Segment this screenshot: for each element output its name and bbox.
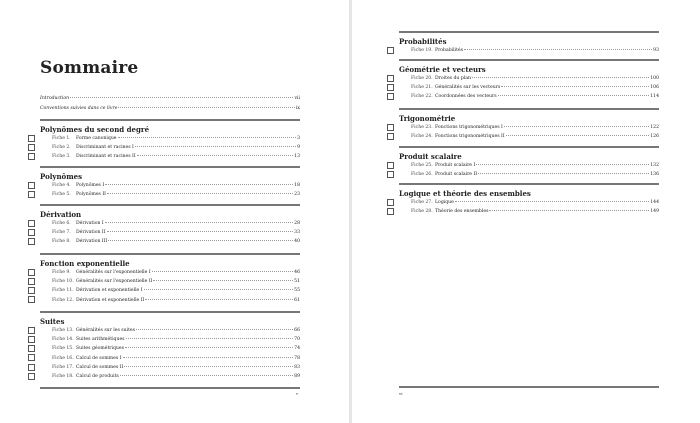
leader-dots: [137, 155, 293, 156]
toc-entry[interactable]: [40, 152, 300, 161]
checkbox[interactable]: [28, 354, 35, 361]
entry-page: 9: [297, 144, 300, 150]
checkbox[interactable]: [28, 345, 35, 352]
toc-section: [40, 204, 300, 246]
entry-page: 136: [650, 171, 659, 177]
checkbox[interactable]: [387, 84, 394, 91]
entry-page: 51: [294, 278, 300, 284]
toc-section: [399, 146, 659, 179]
entry-page: 126: [650, 133, 659, 139]
toc-entry[interactable]: [399, 132, 659, 141]
entry-page: 114: [650, 94, 659, 100]
fiche-number: Fiche 20.: [411, 75, 433, 81]
checkbox[interactable]: [387, 199, 394, 206]
checkbox[interactable]: [387, 162, 394, 169]
fiche-number: Fiche 26.: [411, 171, 433, 177]
toc-entry[interactable]: [399, 74, 659, 83]
leader-dots: [123, 357, 294, 358]
section-title: Trigonométrie: [399, 113, 456, 123]
entry-label: Logique: [435, 199, 454, 205]
entry-label: Théorie des ensembles: [435, 208, 489, 214]
section-rule: [399, 108, 659, 110]
leader-dots: [108, 240, 293, 241]
entry-page: 100: [650, 75, 659, 81]
toc-entry[interactable]: [40, 286, 300, 295]
section-rule: [399, 31, 659, 33]
toc-entry[interactable]: [399, 92, 659, 101]
entry-label: Calcul de produits: [76, 374, 119, 380]
fiche-number: Fiche 18.: [52, 374, 74, 380]
leader-dots: [105, 222, 293, 223]
checkbox[interactable]: [387, 47, 394, 54]
entry-page: 132: [650, 162, 659, 168]
checkbox[interactable]: [28, 373, 35, 380]
entry-page: 23: [294, 191, 300, 197]
toc-section: [40, 166, 300, 199]
page-title: Sommaire: [40, 58, 139, 78]
entry-page: 55: [294, 288, 300, 294]
section-rule: [40, 311, 300, 313]
entry-label: Produit scalaire I: [435, 162, 476, 168]
checkbox[interactable]: [28, 287, 35, 294]
fiche-number: Fiche 17.: [52, 364, 74, 370]
checkbox[interactable]: [28, 238, 35, 245]
leader-dots: [153, 280, 293, 281]
fiche-number: Fiche 1.: [52, 135, 71, 141]
toc-entry[interactable]: [40, 353, 300, 362]
toc-section: [399, 59, 659, 101]
entry-label: Polynômes II: [76, 191, 106, 197]
leader-dots: [145, 299, 293, 300]
toc-entry[interactable]: [40, 335, 300, 344]
leader-dots: [135, 146, 296, 147]
checkbox[interactable]: [28, 278, 35, 285]
fiche-number: Fiche 6.: [52, 220, 71, 226]
entry-page: 13: [294, 154, 300, 160]
entry-page: 46: [294, 269, 300, 275]
leader-dots: [455, 201, 649, 202]
leader-dots: [504, 126, 649, 127]
entry-page: ix: [295, 106, 300, 111]
entry-page: vii: [294, 96, 300, 101]
entry-label: Dérivation II: [76, 229, 106, 235]
checkbox[interactable]: [28, 296, 35, 303]
fiche-number: Fiche 4.: [52, 182, 71, 188]
section-title: Géométrie et vecteurs: [399, 64, 486, 74]
entry-label: Probabilités: [435, 47, 464, 53]
entry-label: Forme canonique: [76, 135, 117, 141]
fiche-number: Fiche 2.: [52, 144, 71, 150]
entry-label: Calcul de sommes II: [76, 364, 124, 370]
entry-page: 93: [653, 47, 659, 53]
fiche-number: Fiche 12.: [52, 297, 74, 303]
leader-dots: [105, 184, 293, 185]
checkbox[interactable]: [28, 144, 35, 151]
entry-label: Généralités sur les suites: [76, 327, 136, 333]
leader-dots: [136, 329, 293, 330]
fiche-number: Fiche 9.: [52, 269, 71, 275]
fiche-number: Fiche 23.: [411, 124, 433, 130]
checkbox[interactable]: [28, 336, 35, 343]
section-rule: [40, 119, 300, 121]
toc-entry[interactable]: [40, 228, 300, 237]
toc-section: [40, 119, 300, 161]
entry-label: Dérivation et exponentielle I: [76, 288, 143, 294]
section-rule: [399, 183, 659, 185]
checkbox[interactable]: [28, 364, 35, 371]
section-rule: [399, 59, 659, 61]
section-rule: [399, 146, 659, 148]
entry-label: Suites arithmétiques: [76, 336, 125, 342]
toc-entry[interactable]: [40, 326, 300, 335]
fiche-number: Fiche 3.: [52, 154, 71, 160]
checkbox[interactable]: [28, 153, 35, 160]
checkbox[interactable]: [387, 124, 394, 131]
entry-label: Discriminant et racines II: [76, 154, 136, 160]
entry-page: 78: [294, 355, 300, 361]
entry-page: 61: [294, 297, 300, 303]
entry-page: 28: [294, 220, 300, 226]
checkbox[interactable]: [28, 182, 35, 189]
entry-page: 70: [294, 336, 300, 342]
leader-dots: [501, 86, 649, 87]
entry-page: 3: [297, 135, 300, 141]
leader-dots: [506, 135, 650, 136]
section-title: Polynômes: [40, 171, 83, 181]
toc-section: [40, 311, 300, 381]
page-number: v: [296, 391, 299, 396]
leader-dots: [152, 271, 293, 272]
footer-rule: [40, 387, 300, 389]
toc-entry[interactable]: [40, 219, 300, 228]
section-rule: [40, 166, 300, 168]
checkbox[interactable]: [387, 171, 394, 178]
leader-dots: [489, 210, 649, 211]
toc-entry[interactable]: [40, 344, 300, 353]
entry-label: Fonctions trigonométriques I: [435, 124, 503, 130]
toc-entry[interactable]: [399, 123, 659, 132]
entry-label: Dérivation I: [76, 220, 104, 226]
entry-page: 74: [294, 346, 300, 352]
entry-page: 106: [650, 84, 659, 90]
fiche-number: Fiche 28.: [411, 208, 433, 214]
toc-entry[interactable]: [40, 295, 300, 304]
entry-page: 33: [294, 229, 300, 235]
page-number: vi: [399, 391, 403, 396]
fiche-number: Fiche 13.: [52, 327, 74, 333]
leader-dots: [125, 347, 293, 348]
entry-label: Suites géométriques: [76, 346, 124, 352]
toc-intro-entry[interactable]: [40, 106, 300, 111]
toc-entry[interactable]: [399, 46, 659, 55]
entry-label: Produit scalaire II: [435, 171, 478, 177]
fiche-number: Fiche 25.: [411, 162, 433, 168]
fiche-number: Fiche 24.: [411, 133, 433, 139]
checkbox[interactable]: [387, 93, 394, 100]
entry-label: Dérivation III: [76, 239, 108, 245]
section-rule: [40, 253, 300, 255]
entry-label: Généralités sur l'exponentielle II: [76, 278, 153, 284]
section-title: Produit scalaire: [399, 151, 462, 161]
toc-entry[interactable]: [40, 181, 300, 190]
leader-dots: [498, 95, 650, 96]
fiche-number: Fiche 15.: [52, 346, 74, 352]
toc-entry[interactable]: [399, 161, 659, 170]
entry-page: 66: [294, 327, 300, 333]
toc-entry[interactable]: [40, 268, 300, 277]
checkbox[interactable]: [28, 191, 35, 198]
leader-dots: [120, 375, 293, 376]
toc-entry[interactable]: [40, 237, 300, 246]
toc-section: [399, 108, 659, 141]
toc-entry[interactable]: [40, 190, 300, 199]
toc-entry[interactable]: [399, 170, 659, 179]
toc-section: [399, 31, 659, 55]
fiche-number: Fiche 19.: [411, 47, 433, 53]
toc-entry[interactable]: [40, 372, 300, 381]
leader-dots: [118, 137, 297, 138]
leader-dots: [107, 193, 293, 194]
leader-dots: [472, 77, 649, 78]
toc-entry[interactable]: [40, 363, 300, 372]
toc-section: [399, 183, 659, 216]
entry-page: 144: [650, 199, 659, 205]
leader-dots: [124, 366, 293, 367]
entry-label: Discriminant et racines I: [76, 144, 134, 150]
leader-dots: [70, 97, 293, 98]
fiche-number: Fiche 21.: [411, 84, 433, 90]
right-page: [352, 0, 700, 423]
checkbox[interactable]: [28, 269, 35, 276]
leader-dots: [126, 338, 294, 339]
entry-label: Droites du plan: [435, 75, 471, 81]
leader-dots: [107, 231, 294, 232]
fiche-number: Fiche 5.: [52, 191, 71, 197]
checkbox[interactable]: [387, 208, 394, 215]
checkbox[interactable]: [28, 327, 35, 334]
entry-page: 40: [294, 239, 300, 245]
footer-rule: [399, 386, 659, 388]
section-title: Fonction exponentielle: [40, 258, 130, 268]
checkbox[interactable]: [28, 135, 35, 142]
leader-dots: [144, 289, 294, 290]
leader-dots: [464, 49, 652, 50]
fiche-number: Fiche 16.: [52, 355, 74, 361]
entry-label: Dérivation et exponentielle II: [76, 297, 145, 303]
section-title: Suites: [40, 316, 65, 326]
section-rule: [40, 204, 300, 206]
fiche-number: Fiche 27.: [411, 199, 433, 205]
checkbox[interactable]: [28, 229, 35, 236]
section-title: Polynômes du second degré: [40, 124, 150, 134]
fiche-number: Fiche 22.: [411, 94, 433, 100]
section-title: Probabilités: [399, 36, 447, 46]
entry-label: Introduction: [40, 96, 70, 101]
toc-section: [40, 253, 300, 305]
entry-page: 18: [294, 182, 300, 188]
checkbox[interactable]: [387, 133, 394, 140]
toc-entry[interactable]: [399, 198, 659, 207]
toc-entry[interactable]: [40, 134, 300, 143]
fiche-number: Fiche 14.: [52, 336, 74, 342]
toc-entry[interactable]: [40, 143, 300, 152]
entry-label: Généralités sur les vecteurs: [435, 84, 501, 90]
leader-dots: [476, 164, 649, 165]
toc-intro-entry[interactable]: [40, 96, 300, 101]
entry-label: Conventions suivies dans ce livre: [40, 106, 118, 111]
toc-entry[interactable]: [40, 277, 300, 286]
entry-label: Coordonnées des vecteurs: [435, 94, 497, 100]
fiche-number: Fiche 7.: [52, 229, 71, 235]
section-title: Dérivation: [40, 209, 82, 219]
section-title: Logique et théorie des ensembles: [399, 188, 531, 198]
checkbox[interactable]: [387, 75, 394, 82]
entry-label: Généralités sur l'exponentielle I: [76, 269, 151, 275]
leader-dots: [478, 173, 649, 174]
entry-page: 122: [650, 124, 659, 130]
checkbox[interactable]: [28, 220, 35, 227]
toc-entry[interactable]: [399, 207, 659, 216]
fiche-number: Fiche 10.: [52, 278, 74, 284]
toc-entry[interactable]: [399, 83, 659, 92]
entry-page: 89: [294, 374, 300, 380]
fiche-number: Fiche 8.: [52, 239, 71, 245]
entry-page: 83: [294, 364, 300, 370]
entry-page: 149: [650, 208, 659, 214]
leader-dots: [118, 107, 295, 108]
entry-label: Polynômes I: [76, 182, 105, 188]
fiche-number: Fiche 11.: [52, 288, 74, 294]
entry-label: Calcul de sommes I: [76, 355, 122, 361]
entry-label: Fonctions trigonométriques II: [435, 133, 505, 139]
